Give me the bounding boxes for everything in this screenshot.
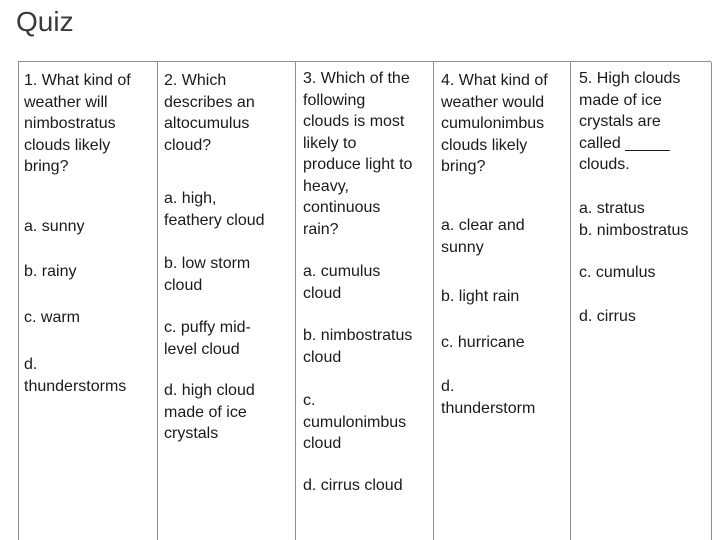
question-5-text: 5. High clouds made of ice crystals are called _____ clouds. bbox=[579, 70, 681, 173]
question-3-option-a: a. cumulus cloud bbox=[303, 263, 381, 302]
question-3-option-d: d. cirrus cloud bbox=[303, 477, 403, 494]
quiz-table bbox=[18, 61, 711, 540]
question-column-2 bbox=[158, 62, 296, 540]
question-2-option-c: c. puffy mid- level cloud bbox=[164, 319, 251, 358]
question-1-option-c: c. warm bbox=[24, 309, 80, 326]
question-column-4 bbox=[434, 62, 571, 540]
question-1-option-b: b. rainy bbox=[24, 263, 77, 280]
question-5-option-d: d. cirrus bbox=[579, 308, 636, 325]
question-column-3 bbox=[296, 62, 434, 540]
question-2-option-a: a. high, feathery cloud bbox=[164, 190, 265, 229]
question-4-option-b: b. light rain bbox=[441, 288, 520, 305]
question-2-option-b: b. low storm cloud bbox=[164, 255, 251, 294]
question-1-text: 1. What kind of weather will nimbostratus clouds likely bring? bbox=[24, 72, 131, 175]
question-1-option-d: d. thunderstorms bbox=[24, 356, 127, 395]
question-1-option-a: a. sunny bbox=[24, 218, 85, 235]
question-3-text: 3. Which of the following clouds is most likely to produce light to heavy, continuous rain? bbox=[303, 70, 413, 238]
question-4-option-d: d. thunderstorm bbox=[441, 378, 536, 417]
question-5-option-c: c. cumulus bbox=[579, 264, 656, 281]
question-4-text: 4. What kind of weather would cumulonimbus clouds likely bring? bbox=[441, 72, 548, 175]
question-2-text: 2. Which describes an altocumulus cloud? bbox=[164, 72, 255, 154]
question-3-option-b: b. nimbostratus cloud bbox=[303, 327, 413, 366]
page-title: Quiz bbox=[16, 6, 74, 37]
question-5-option-ab: a. stratus b. nimbostratus bbox=[579, 200, 689, 239]
question-3-option-c: c. cumulonimbus cloud bbox=[303, 392, 407, 452]
question-column-5 bbox=[571, 62, 712, 540]
question-4-option-c: c. hurricane bbox=[441, 334, 525, 351]
question-column-1 bbox=[19, 62, 158, 540]
question-2-option-d: d. high cloud made of ice crystals bbox=[164, 382, 255, 442]
question-4-option-a: a. clear and sunny bbox=[441, 217, 525, 256]
